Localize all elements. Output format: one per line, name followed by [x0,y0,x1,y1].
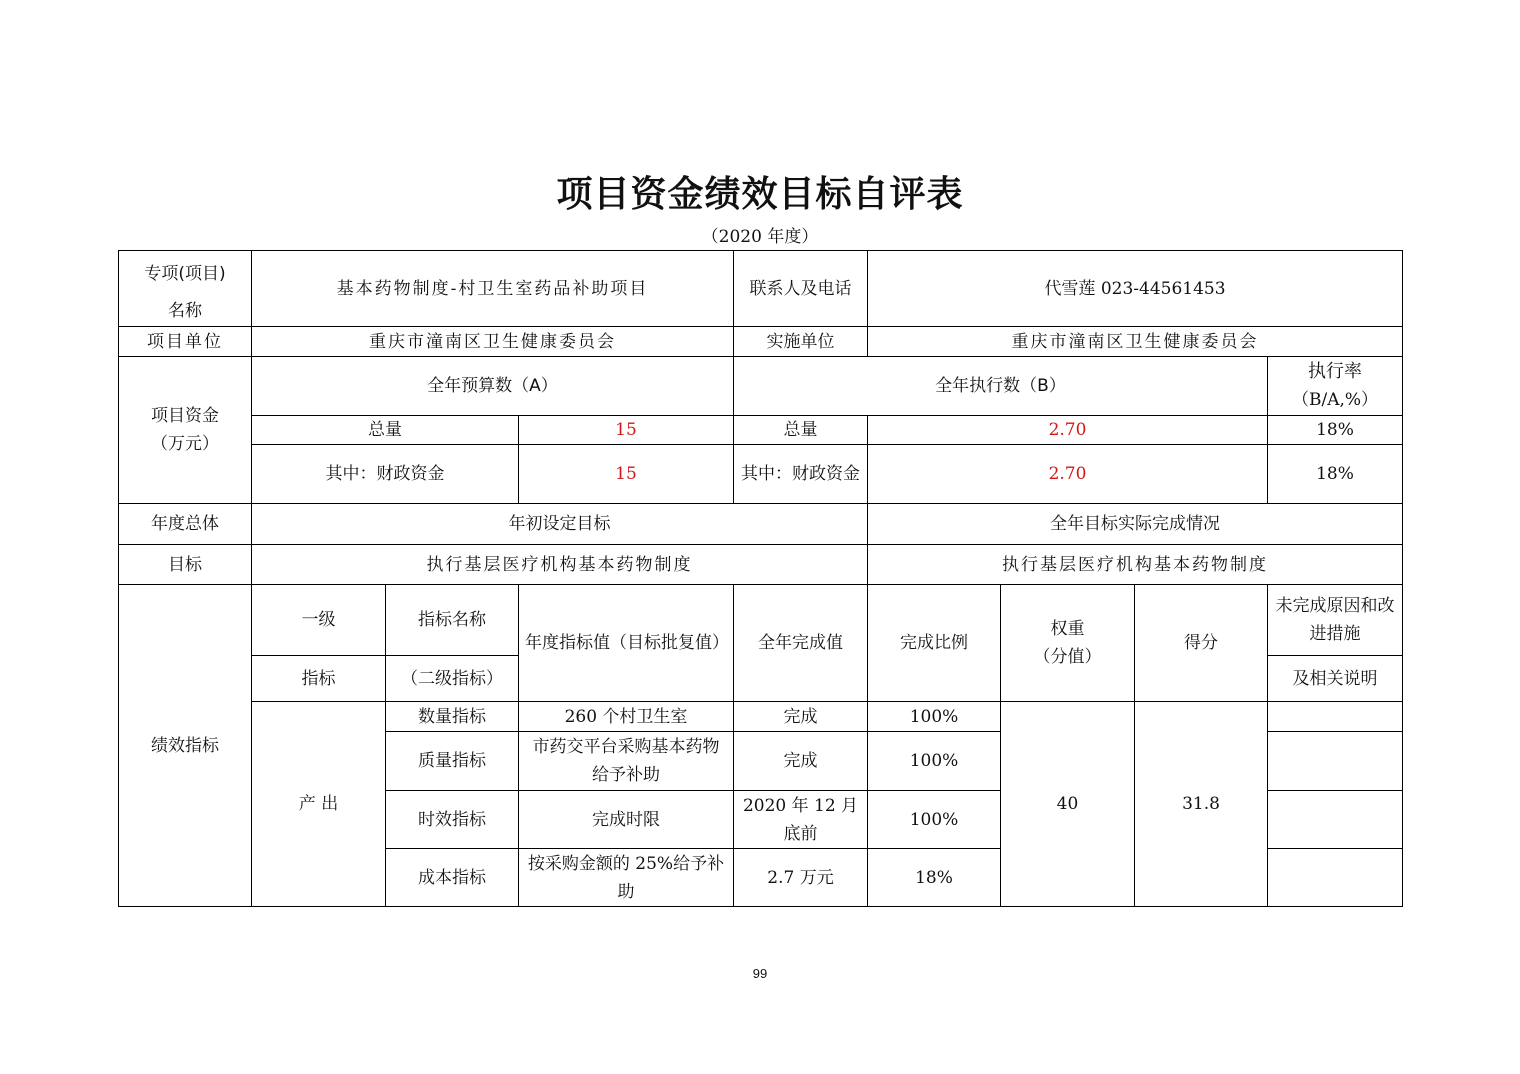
indicator-name: 时效指标 [386,791,519,849]
rate-header-line1: 执行率 [1308,361,1362,382]
indicator-reason [1268,791,1403,849]
total-exec-label: 总量 [734,416,868,445]
indicator-target: 市药交平台采购基本药物给予补助 [519,732,734,791]
indicator-actual: 2.7 万元 [734,849,868,907]
table-row [119,702,1403,732]
goals-label: 年度总体 [119,504,252,545]
weight-header [1001,585,1135,702]
indicator-name: 成本指标 [386,849,519,907]
indicator-target: 260 个村卫生室 [519,702,734,732]
fiscal-exec-label: 其中：财政资金 [734,445,868,504]
goals-set-value: 执行基层医疗机构基本药物制度 [252,545,868,585]
indicator-reason [1268,849,1403,907]
project-name-label-2: 名称 [119,297,252,327]
ratio-header: 完成比例 [868,585,1001,702]
indicator-reason [1268,732,1403,791]
contact-label: 联系人及电话 [734,251,868,327]
evaluation-table [118,250,1403,907]
name-header: 指标名称 [386,585,519,656]
indicator-target: 完成时限 [519,791,734,849]
indicator-weight: 40 [1001,702,1135,907]
funds-label [119,357,252,504]
indicator-ratio: 100% [868,702,1001,732]
weight-header-line2: （分值） [1033,647,1102,667]
budget-header: 全年预算数（A） [252,357,734,416]
indicator-name: 质量指标 [386,732,519,791]
target-header: 年度指标值（目标批复值） [519,585,734,702]
goals-actual-header: 全年目标实际完成情况 [868,504,1403,545]
form-subtitle: （2020 年度） [701,227,819,247]
funds-label-line1: 项目资金 [151,406,219,426]
fiscal-label: 其中：财政资金 [252,445,519,504]
page-number: 99 [752,966,768,981]
weight-header-line1: 权重 [1050,619,1085,639]
total-rate: 18% [1268,416,1403,445]
indicator-name: 数量指标 [386,702,519,732]
contact-value: 代雪莲 023-44561453 [868,251,1403,327]
goals-label-2: 目标 [119,545,252,585]
rate-header-line2: （B/A,%） [1291,390,1379,410]
impl-unit-value: 重庆市潼南区卫生健康委员会 [868,327,1403,357]
project-unit-value: 重庆市潼南区卫生健康委员会 [252,327,734,357]
level1-header-2: 指标 [252,656,386,702]
indicators-label: 绩效指标 [119,585,252,907]
indicator-ratio: 18% [868,849,1001,907]
impl-unit-label: 实施单位 [734,327,868,357]
indicator-actual: 完成 [734,702,868,732]
indicator-category: 产 出 [252,702,386,907]
form-title: 项目资金绩效目标自评表 [556,174,964,215]
project-name-label: 专项(项目) [119,251,252,297]
indicator-score: 31.8 [1135,702,1268,907]
name-header-2: （二级指标） [386,656,519,702]
indicator-ratio: 100% [868,791,1001,849]
indicator-ratio: 100% [868,732,1001,791]
reason-header: 未完成原因和改进措施 [1268,585,1403,656]
fiscal-exec: 2.70 [868,445,1268,504]
exec-header: 全年执行数（B） [734,357,1268,416]
total-label: 总量 [252,416,519,445]
project-unit-label: 项目单位 [119,327,252,357]
indicator-actual: 完成 [734,732,868,791]
goals-actual-value: 执行基层医疗机构基本药物制度 [868,545,1403,585]
total-budget: 15 [519,416,734,445]
score-header: 得分 [1135,585,1268,702]
actual-header: 全年完成值 [734,585,868,702]
indicator-actual: 2020 年 12 月底前 [734,791,868,849]
level1-header: 一级 [252,585,386,656]
total-exec: 2.70 [868,416,1268,445]
fiscal-budget: 15 [519,445,734,504]
project-name-value: 基本药物制度-村卫生室药品补助项目 [252,251,734,327]
reason-header-2: 及相关说明 [1268,656,1403,702]
fiscal-rate: 18% [1268,445,1403,504]
funds-label-line2: （万元） [151,434,219,454]
indicator-target: 按采购金额的 25%给予补助 [519,849,734,907]
rate-header [1268,357,1403,416]
indicator-reason [1268,702,1403,732]
goals-set-header: 年初设定目标 [252,504,868,545]
